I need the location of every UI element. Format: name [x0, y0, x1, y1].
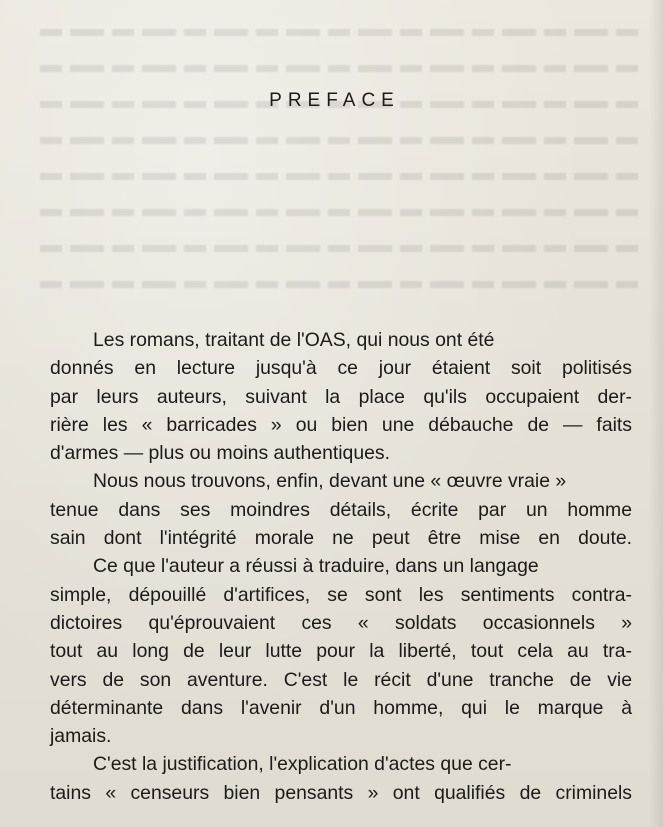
text-line: par leurs auteurs, suivant la place qu'ils occupaient der- — [50, 385, 632, 408]
text-line: tout au long de leur lutte pour la liberté, tout cela au tra- — [50, 640, 632, 663]
show-through-texture — [40, 0, 640, 300]
text-line: déterminante dans l'avenir d'un homme, qui le marque à — [50, 696, 632, 719]
text-line: tains « censeurs bien pensants » ont qualifiés de criminels — [50, 781, 632, 804]
text-line: Nous nous trouvons, enfin, devant une « œuvre vraie » — [93, 470, 567, 493]
text-line: d'armes — plus ou moins authentiques. — [50, 442, 390, 465]
text-line: rière les « barricades » ou bien une débauche de — faits — [50, 413, 632, 436]
text-line: simple, dépouillé d'artifices, se sont les sentiments contra- — [50, 583, 632, 606]
text-line: vers de son aventure. C'est le récit d'une tranche de vie — [50, 668, 632, 691]
text-line: dictoires qu'éprouvaient ces « soldats occasionnels » — [50, 611, 632, 634]
page-edge-shadow — [649, 0, 663, 827]
text-line: Les romans, traitant de l'OAS, qui nous ont été — [93, 329, 495, 351]
text-line: C'est la justification, l'explication d'actes que cer- — [93, 753, 512, 776]
text-line: Ce que l'auteur a réussi à traduire, dans un langage — [93, 555, 539, 578]
text-line: sain dont l'intégrité morale ne peut être mise en doute. — [50, 527, 632, 550]
text-line: jamais. — [50, 725, 112, 748]
text-line: donnés en lecture jusqu'à ce jour étaient soit politisés — [50, 357, 632, 380]
text-line: tenue dans ses moindres détails, écrite par un homme — [50, 498, 632, 521]
body-text — [50, 326, 632, 807]
page-title: PREFACE — [269, 90, 400, 111]
